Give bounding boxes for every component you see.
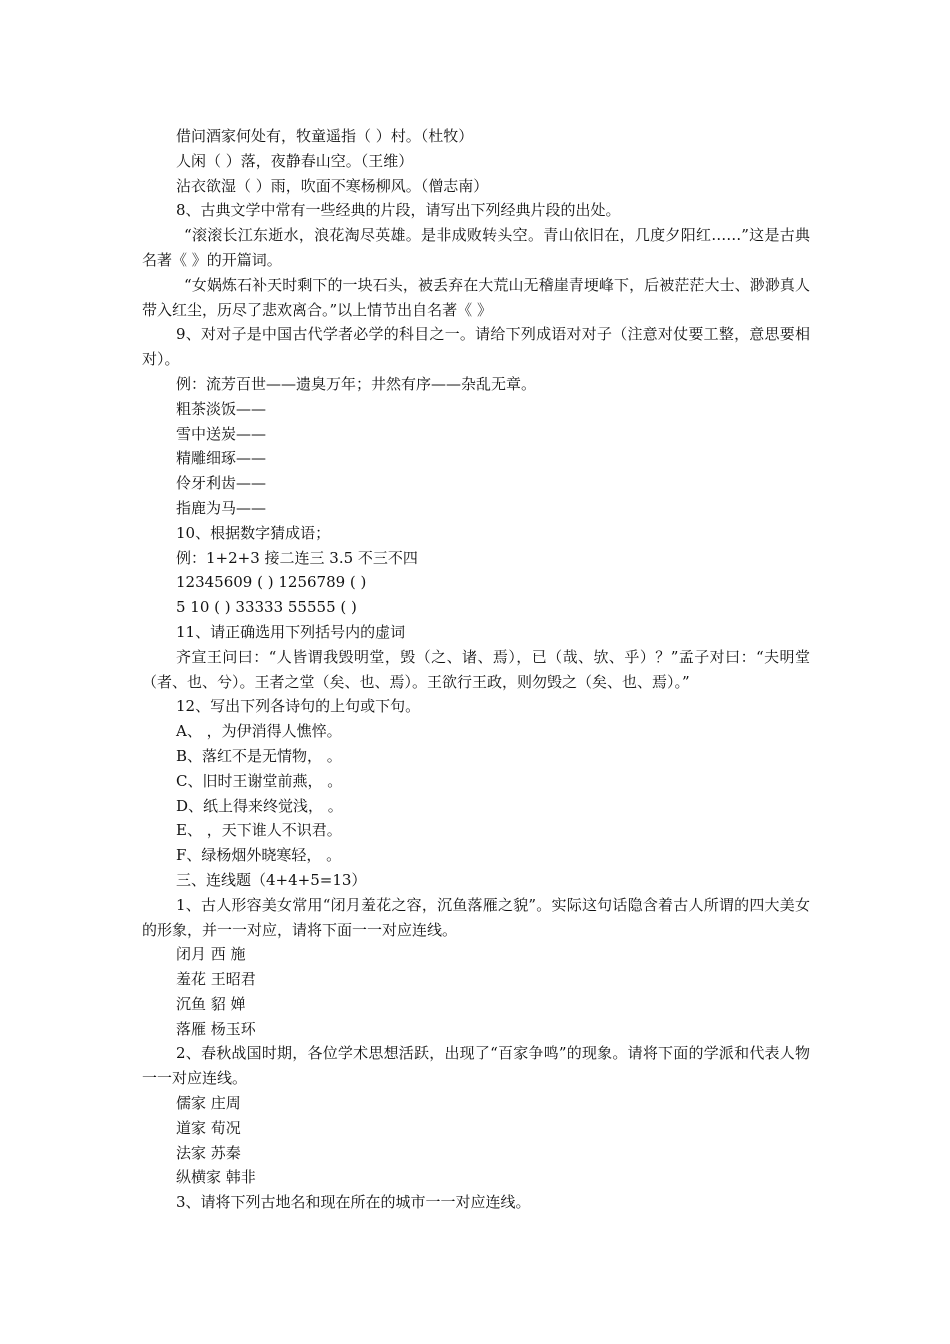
poem-line-wang-wei: 人闲（ ）落，夜静春山空。（王维） <box>176 151 414 170</box>
verse-item: F、绿杨烟外晓寒轻， 。 <box>176 846 342 865</box>
idiom-item: 雪中送炭—— <box>176 424 267 443</box>
question-9: 9、对对子是中国古代学者必学的科目之一。请给下列成语对对子（注意对仗要工整，意思要相对）。 <box>142 325 810 369</box>
verse-item: A、 ，为伊消得人憔悴。 <box>176 722 342 741</box>
matching-question-2: 2、春秋战国时期，各位学术思想活跃，出现了“百家争鸣”的现象。请将下面的学派和代表人物一一对应连线。 <box>142 1044 810 1088</box>
verse-item: D、纸上得来终觉浅， 。 <box>176 796 343 815</box>
question-12: 12、写出下列各诗句的上句或下句。 <box>176 697 421 716</box>
question-11: 11、请正确选用下列括号内的虚词 <box>176 622 406 641</box>
matching-item: 纵横家 韩非 <box>176 1168 256 1187</box>
idiom-item: 伶牙利齿—— <box>176 474 267 493</box>
question-8-passage-2: “女娲炼石补天时剩下的一块石头，被丢弃在大荒山无稽崖青埂峰下，后被茫茫大士、渺渺真人带入红尘，历尽了悲欢离合。”以上情节出自名著《 》 <box>142 275 810 319</box>
matching-item: 羞花 王昭君 <box>176 970 256 989</box>
matching-item: 法家 苏秦 <box>176 1143 241 1162</box>
number-riddle: 5 10 ( ) 33333 55555 ( ) <box>176 598 357 617</box>
question-11-passage: 齐宣王问曰：“人皆谓我毁明堂，毁（之、诸、焉），已（哉、欤、乎）？”孟子对曰：“夫明堂（者、也、兮）。王者之堂（矣、也、焉）。王欲行王政，则勿毁之（矣、也、焉）。” <box>142 647 810 691</box>
poem-line-seng-zhinan: 沾衣欲湿（ ）雨，吹面不寒杨柳风。（僧志南） <box>176 176 489 195</box>
matching-item: 闭月 西 施 <box>176 945 246 964</box>
idiom-item: 精雕细琢—— <box>176 449 267 468</box>
verse-item: C、旧时王谢堂前燕， 。 <box>176 771 343 790</box>
matching-item: 落雁 杨玉环 <box>176 1019 256 1038</box>
question-9-example: 例：流芳百世——遗臭万年；井然有序——杂乱无章。 <box>176 374 537 393</box>
number-riddle: 12345609 ( ) 1256789 ( ) <box>176 573 367 592</box>
matching-item: 道家 荀况 <box>176 1118 241 1137</box>
question-8: 8、古典文学中常有一些经典的片段，请写出下列经典片段的出处。 <box>176 201 621 220</box>
verse-item: B、落红不是无情物， 。 <box>176 746 342 765</box>
idiom-item: 指鹿为马—— <box>176 498 267 517</box>
document-page <box>142 124 810 1215</box>
question-10: 10、根据数字猜成语； <box>176 523 331 542</box>
poem-line-du-mu: 借问酒家何处有，牧童遥指（ ）村。（杜牧） <box>176 127 474 145</box>
section-heading-matching: 三、连线题（4+4+5=13） <box>176 870 367 889</box>
question-8-passage-1: “滚滚长江东逝水，浪花淘尽英雄。是非成败转头空。青山依旧在，几度夕阳红……”这是古典名著《 》的开篇词。 <box>142 226 810 269</box>
matching-item: 沉鱼 貂 婵 <box>176 994 246 1013</box>
matching-item: 儒家 庄周 <box>176 1094 241 1113</box>
matching-question-1: 1、古人形容美女常用“闭月羞花之容，沉鱼落雁之貌”。实际这句话隐含着古人所谓的四大美女的形象，并一一对应，请将下面一一对应连线。 <box>142 895 810 939</box>
question-10-example: 例：1+2+3 接二连三 3.5 不三不四 <box>176 548 418 567</box>
matching-question-3: 3、请将下列古地名和现在所在的城市一一对应连线。 <box>176 1193 531 1212</box>
verse-item: E、 ，天下谁人不识君。 <box>176 821 342 840</box>
idiom-item: 粗茶淡饭—— <box>176 399 267 418</box>
